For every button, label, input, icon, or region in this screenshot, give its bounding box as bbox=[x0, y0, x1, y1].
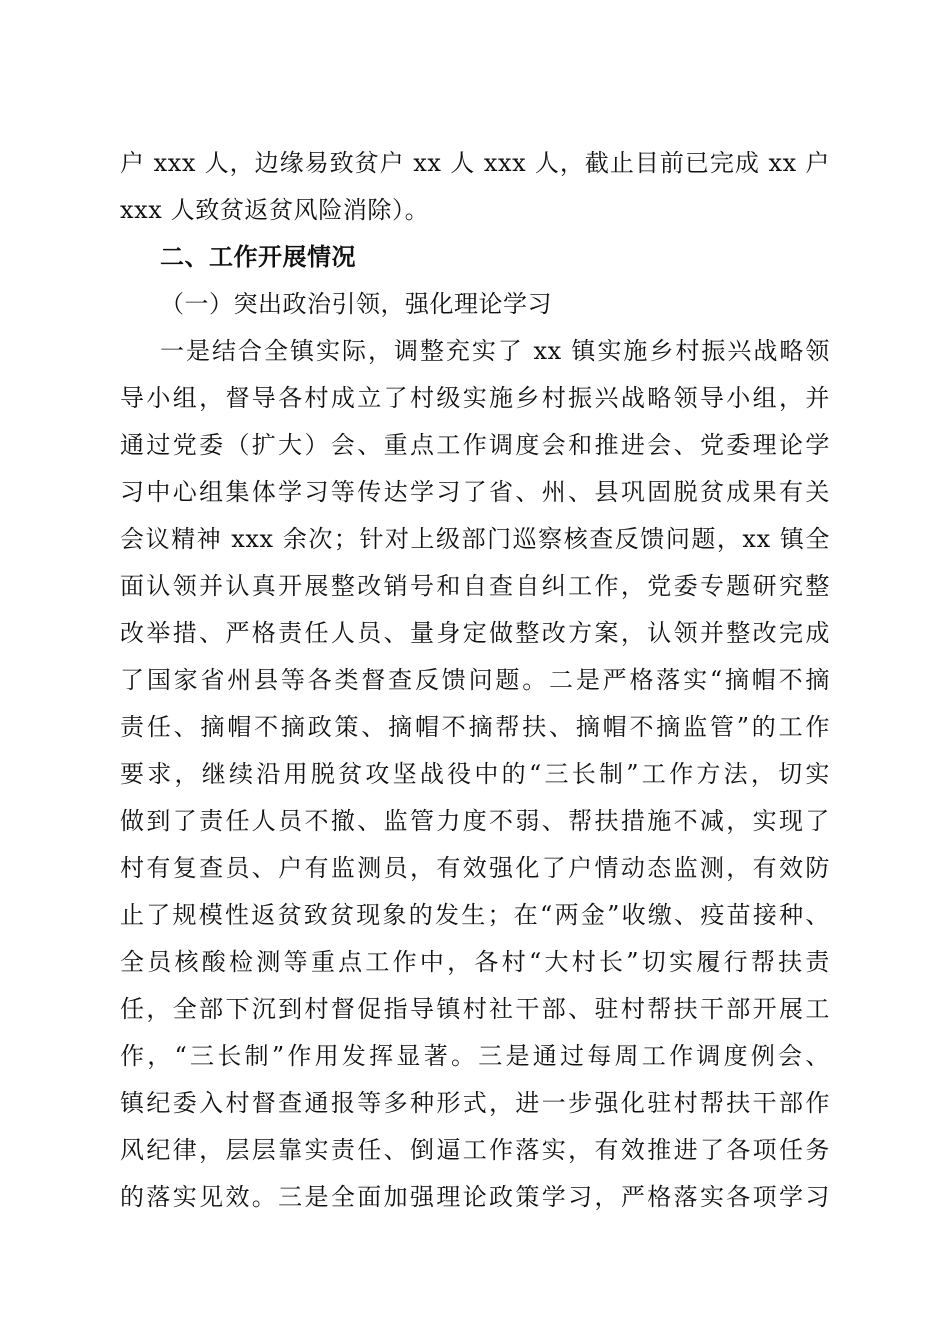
text-line: 改举措、严格责任人员、量身定做整改方案，认领并整改完成 bbox=[120, 619, 830, 647]
text-line: 责任、摘帽不摘政策、摘帽不摘帮扶、摘帽不摘监管”的工作 bbox=[120, 713, 830, 741]
text-line: 村有复查员、户有监测员，有效强化了户情动态监测，有效防 bbox=[120, 854, 830, 882]
text-line: 一是结合全镇实际，调整充实了 xx 镇实施乡村振兴战略领 bbox=[160, 337, 830, 365]
text-line: 通过党委（扩大）会、重点工作调度会和推进会、党委理论学 bbox=[120, 431, 830, 459]
text-line: 做到了责任人员不撤、监管力度不弱、帮扶措施不减，实现了 bbox=[120, 807, 830, 835]
text-line: 镇纪委入村督查通报等多种形式，进一步强化驻村帮扶干部作 bbox=[120, 1089, 830, 1117]
document-page bbox=[120, 140, 830, 1221]
text-line: 面认领并认真开展整改销号和自查自纠工作，党委专题研究整 bbox=[120, 572, 830, 600]
text-line: 要求，继续沿用脱贫攻坚战役中的“三长制”工作方法，切实 bbox=[120, 760, 830, 788]
subsection-heading: （一）突出政治引领，强化理论学习 bbox=[160, 290, 552, 318]
section-heading: 二、工作开展情况 bbox=[160, 243, 356, 271]
intro-paragraph bbox=[120, 140, 830, 234]
text-line: 的落实见效。三是全面加强理论政策学习，严格落实各项学习 bbox=[120, 1183, 830, 1211]
text-line: 风纪律，层层靠实责任、倒逼工作落实，有效推进了各项任务 bbox=[120, 1136, 830, 1164]
text-line: xxx 人致贫返贫风险消除）。 bbox=[120, 196, 430, 224]
text-line: 会议精神 xxx 余次；针对上级部门巡察核查反馈问题，xx 镇全 bbox=[120, 525, 830, 553]
text-line: 导小组，督导各村成立了村级实施乡村振兴战略领导小组，并 bbox=[120, 384, 830, 412]
text-line: 了国家省州县等各类督查反馈问题。二是严格落实“摘帽不摘 bbox=[120, 666, 830, 694]
body-paragraph bbox=[120, 328, 830, 1221]
text-line: 习中心组集体学习等传达学习了省、州、县巩固脱贫成果有关 bbox=[120, 478, 830, 506]
text-line: 全员核酸检测等重点工作中，各村“大村长”切实履行帮扶责 bbox=[120, 948, 830, 976]
text-line: 止了规模性返贫致贫现象的发生；在“两金”收缴、疫苗接种、 bbox=[120, 901, 830, 929]
text-line: 作，“三长制”作用发挥显著。三是通过每周工作调度例会、 bbox=[120, 1042, 830, 1070]
text-line: 任，全部下沉到村督促指导镇村社干部、驻村帮扶干部开展工 bbox=[120, 995, 830, 1023]
text-line: 户 xxx 人，边缘易致贫户 xx 人 xxx 人，截止目前已完成 xx 户 bbox=[120, 149, 830, 177]
